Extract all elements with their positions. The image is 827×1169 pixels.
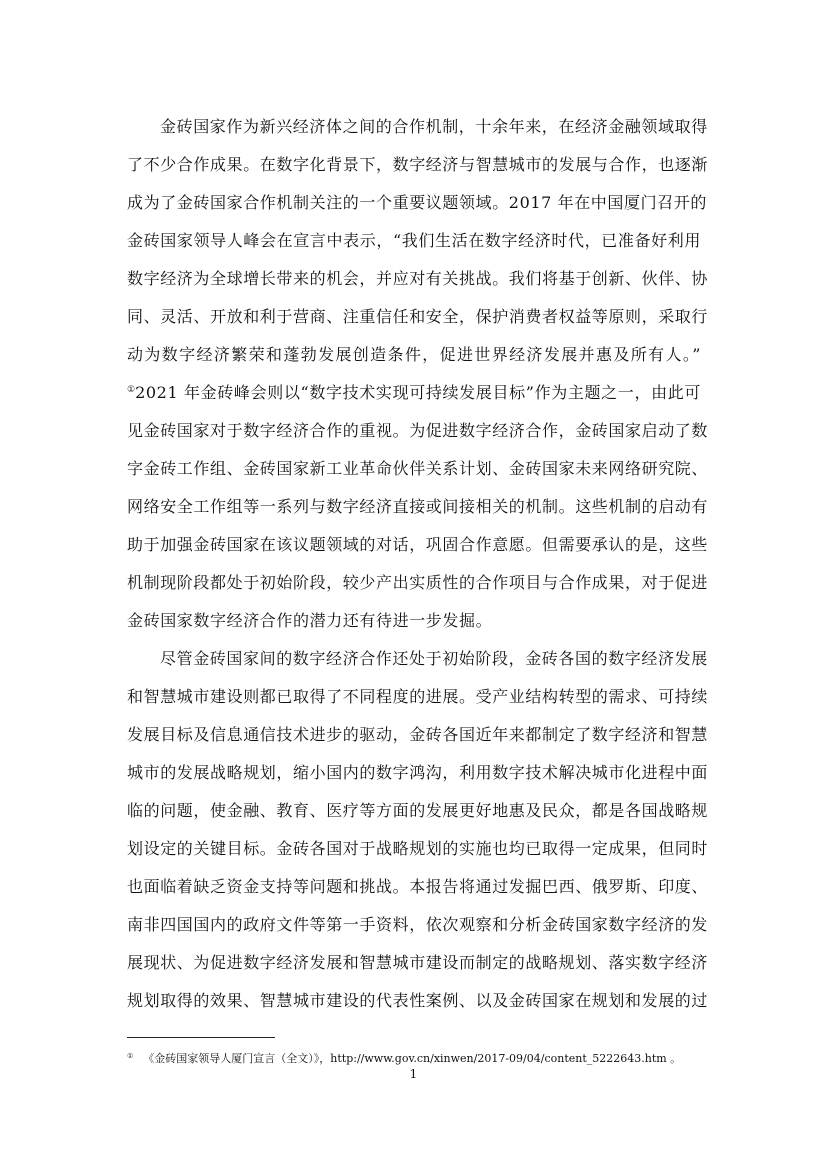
paragraph-1-line-2: 了不少合作成果。在数字化背景下，数字经济与智慧城市的发展与合作，也逐渐 — [127, 155, 709, 174]
footnote-mark: ① — [127, 1052, 134, 1060]
paragraph-1-line-3: 成为了金砖国家合作机制关注的一个重要议题领域。2017 年在中国厦门召开的 — [127, 193, 708, 212]
paragraph-2-line-4: 城市的发展战略规划，缩小国内的数字鸿沟，利用数字技术解决城市化进程中面 — [127, 763, 709, 782]
paragraph-1-line-11: 网络安全工作组等一系列与数字经济直接或间接相关的机制。这些机制的启动有 — [127, 497, 709, 516]
paragraph-2-line-3: 发展目标及信息通信技术进步的驱动，金砖各国近年来都制定了数字经济和智慧 — [127, 725, 709, 744]
paragraph-1-line-8 — [127, 374, 701, 412]
paragraph-1-line-8-text: 2021 年金砖峰会则以“数字技术实现可持续发展目标”作为主题之一，由此可 — [135, 383, 701, 402]
footnote-reference[interactable]: ① — [127, 385, 136, 395]
paragraph-1-line-5: 数字经济为全球增长带来的机会，并应对有关挑战。我们将基于创新、伙伴、协 — [127, 269, 709, 288]
paragraph-1-line-7: 动为数字经济繁荣和蓬勃发展创造条件，促进世界经济发展并惠及所有人。” — [127, 345, 701, 364]
paragraph-2-line-6: 划设定的关键目标。金砖各国对于战略规划的实施也均已取得一定成果，但同时 — [127, 839, 709, 858]
paragraph-1-line-14: 金砖国家数字经济合作的潜力还有待进一步发掘。 — [127, 611, 493, 630]
paragraph-1-line-10: 字金砖工作组、金砖国家新工业革命伙伴关系计划、金砖国家未来网络研究院、 — [127, 459, 709, 478]
footnote-separator — [127, 1037, 275, 1038]
paragraph-1-line-4: 金砖国家领导人峰会在宣言中表示，“我们生活在数字经济时代，已准备好利用 — [127, 231, 701, 250]
paragraph-1-line-12: 助于加强金砖国家在该议题领域的对话，巩固合作意愿。但需要承认的是，这些 — [127, 535, 709, 554]
paragraph-1-line-1: 金砖国家作为新兴经济体之间的合作机制，十余年来，在经济金融领域取得 — [160, 117, 708, 136]
paragraph-2-line-7: 也面临着缺乏资金支持等问题和挑战。本报告将通过发掘巴西、俄罗斯、印度、 — [127, 877, 709, 896]
paragraph-2-line-9: 展现状、为促进数字经济发展和智慧城市建设而制定的战略规划、落实数字经济 — [127, 953, 709, 972]
paragraph-1-line-6: 同、灵活、开放和利于营商、注重信任和安全，保护消费者权益等原则，采取行 — [127, 307, 709, 326]
paragraph-2-line-8: 南非四国国内的政府文件等第一手资料，依次观察和分析金砖国家数字经济的发 — [127, 915, 709, 934]
paragraph-1-line-13: 机制现阶段都处于初始阶段，较少产出实质性的合作项目与合作成果，对于促进 — [127, 573, 709, 592]
page-number: 1 — [409, 1067, 418, 1081]
paragraph-2-line-10: 规划取得的效果、智慧城市建设的代表性案例、以及金砖国家在规划和发展的过 — [127, 991, 709, 1010]
paragraph-2-line-5: 临的问题，使金融、教育、医疗等方面的发展更好地惠及民众，都是各国战略规 — [127, 801, 709, 820]
paragraph-2-line-2: 和智慧城市建设则都已取得了不同程度的进展。受产业结构转型的需求、可持续 — [127, 687, 709, 706]
paragraph-2-line-1: 尽管金砖国家间的数字经济合作还处于初始阶段，金砖各国的数字经济发展 — [160, 649, 708, 668]
footnote-text: 《金砖国家领导人厦门宣言（全文）》，http://www.gov.cn/xinwen/2017-09/04/content_5222643.htm 。 — [143, 1052, 682, 1065]
body-text — [127, 108, 709, 1020]
footnote — [127, 1048, 701, 1067]
paragraph-1-line-9: 见金砖国家对于数字经济合作的重视。为促进数字经济合作，金砖国家启动了数 — [127, 421, 709, 440]
